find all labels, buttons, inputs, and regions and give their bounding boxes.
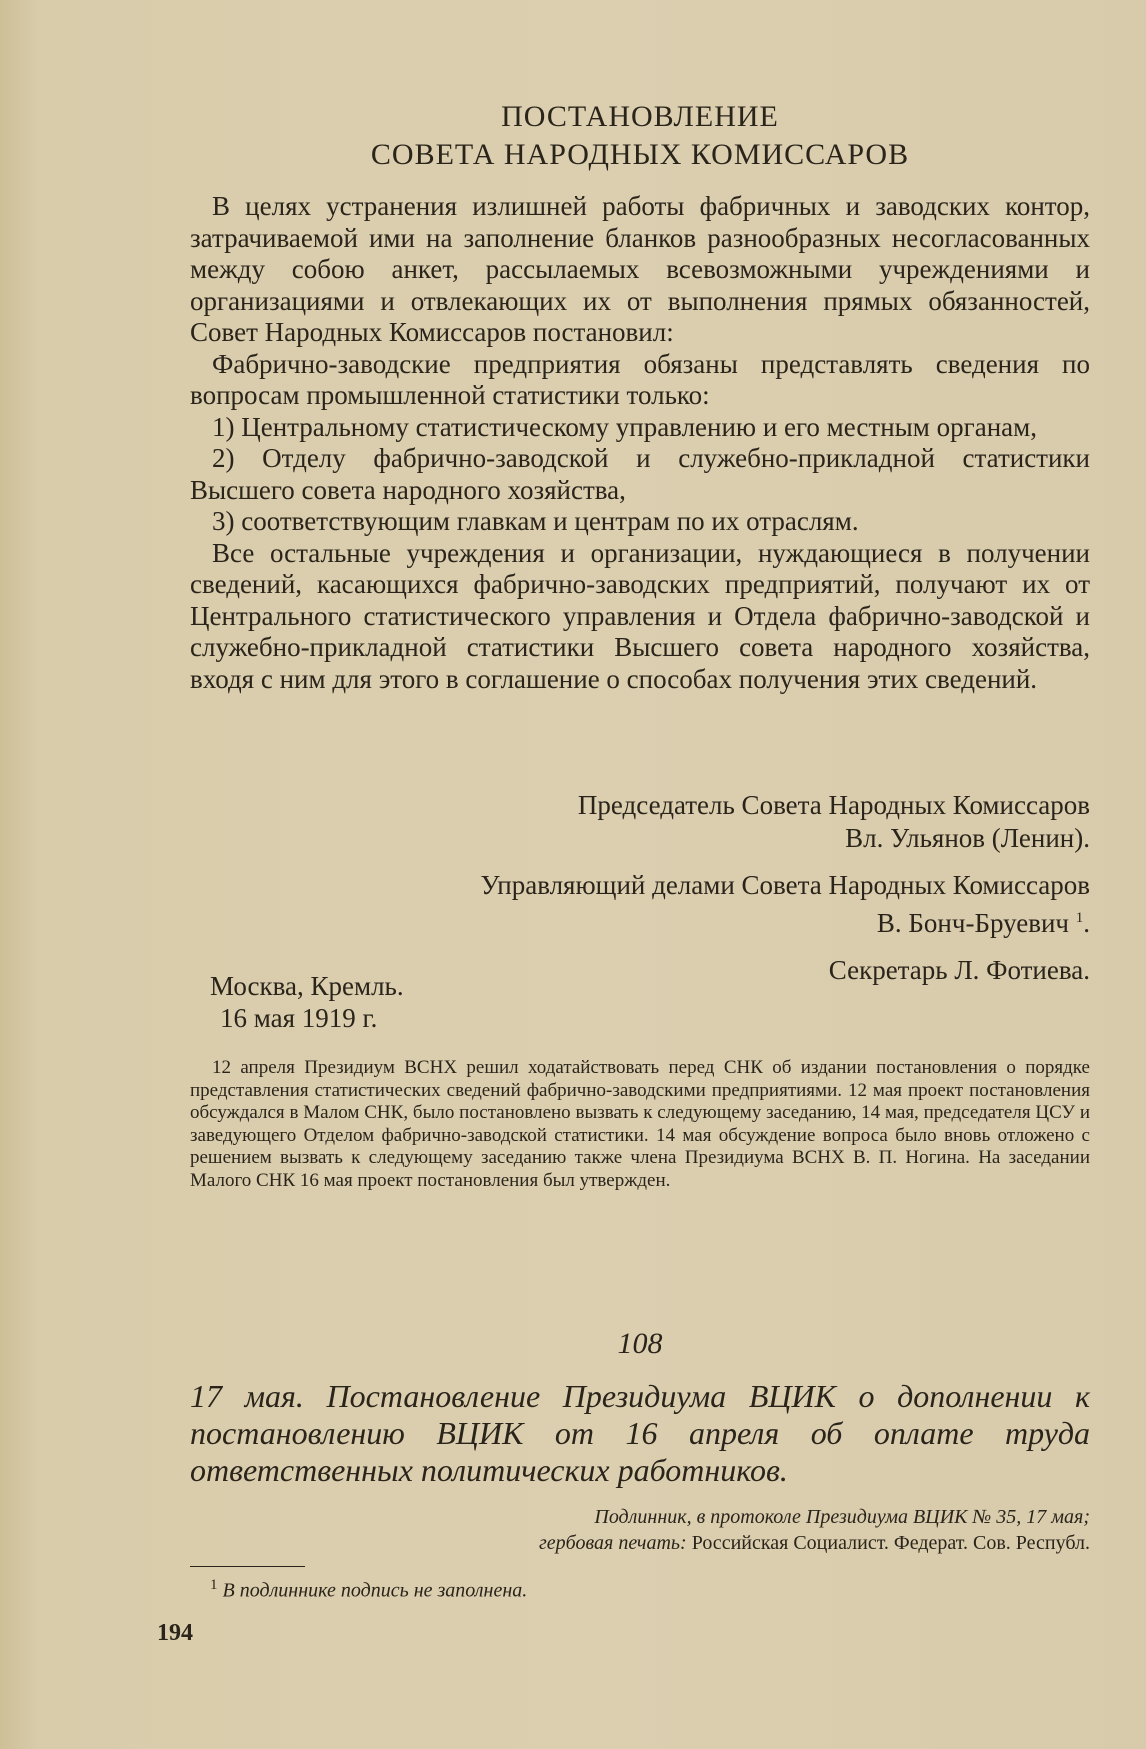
secretary-signature: Секретарь Л. Фотиева. [828, 955, 1090, 985]
recipient-list [190, 412, 1090, 538]
manager-name: В. Бонч-Бруевич [876, 908, 1069, 938]
list-item: 1) Центральному статистическому управлению и его местным органам, [212, 411, 1037, 442]
document-title [190, 98, 1090, 174]
document-number: 108 [617, 1327, 663, 1360]
place: Москва, Кремль. [210, 971, 404, 1001]
chair-role: Председатель Совета Народных Комиссаров [577, 790, 1090, 820]
footnote-mark: 1 [210, 1577, 218, 1593]
title-line-1: ПОСТАНОВЛЕНИЕ [501, 100, 779, 133]
footnote-divider [190, 1566, 305, 1567]
intro-paragraph: В целях устранения излишней работы фабричных и заводских контор, затрачиваемой ими на заполнение бланков разнообразных несогласованных между собою анкет, рассылаемых всевозможными учреждениями и организациями и отвлекающих их от выполнения прямых обязанностей, Совет Народных Комиссаров постановил: [190, 191, 1090, 347]
title-line-2: СОВЕТА НАРОДНЫХ КОМИССАРОВ [370, 138, 910, 171]
footnote-ref: 1 [1075, 910, 1084, 926]
chair-name: Вл. Ульянов (Ленин). [845, 823, 1090, 853]
next-document-title: 17 мая. Постановление Президиума ВЦИК о дополнении к постановлению ВЦИК от 16 апреля об оплате труда ответственных политических работников. [190, 1378, 1090, 1488]
seal-label: гербовая печать: [539, 1532, 687, 1554]
footnote [210, 1577, 1110, 1603]
page-number: 194 [157, 1620, 193, 1646]
place-and-date [190, 970, 1110, 1034]
source-note [190, 1504, 1090, 1556]
editorial-note: 12 апреля Президиум ВСНХ решил ходатайствовать перед СНК об издании постановления о порядке представления статистических сведений фабрично-заводскими предприятиями. 12 мая проект постановления обсуждался в Малом СНК, было постановлено вызвать к следующему заседанию, 14 мая, председателя ЦСУ и заведующего Отделом фабрично-заводской статистики. 14 мая обсуждение вопроса было вновь отложено с решением вызвать к следующему заседанию также члена Президиума ВСНХ В. П. Ногина. На заседании Малого СНК 16 мая проект постановления был утвержден. [190, 1057, 1090, 1191]
source-line-1: Подлинник, в протоколе Президиума ВЦИК № 35, 17 мая; [594, 1506, 1090, 1528]
signatures [190, 789, 1090, 987]
date: 16 мая 1919 г. [220, 1003, 378, 1033]
decree-body [190, 191, 1090, 695]
footnote-text: В подлиннике подпись не заполнена. [222, 1579, 528, 1602]
list-item: 2) Отделу фабрично-заводской и служебно-прикладной статистики Высшего совета народного хозяйства, [190, 443, 1090, 505]
closing-paragraph: Все остальные учреждения и организации, нуждающиеся в получении сведений, касающихся фабрично-заводских предприятий, получают их от Центрального статистического управления и Отдела фабрично-заводской и служебно-прикладной статистики Высшего совета народного хозяйства, входя с ним для этого в соглашение о способах получения этих сведений. [190, 537, 1090, 694]
list-item: 3) соответствующим главкам и центрам по их отраслям. [212, 506, 859, 536]
seal-text: Российская Социалист. Федерат. Сов. Республ. [691, 1532, 1090, 1554]
manager-signature: В. Бонч-Бруевич $^1$. [876, 908, 1090, 938]
manager-role: Управляющий делами Совета Народных Комиссаров [480, 870, 1090, 900]
rule-paragraph: Фабрично-заводские предприятия обязаны представлять сведения по вопросам промышленной статистики только: [190, 348, 1090, 410]
